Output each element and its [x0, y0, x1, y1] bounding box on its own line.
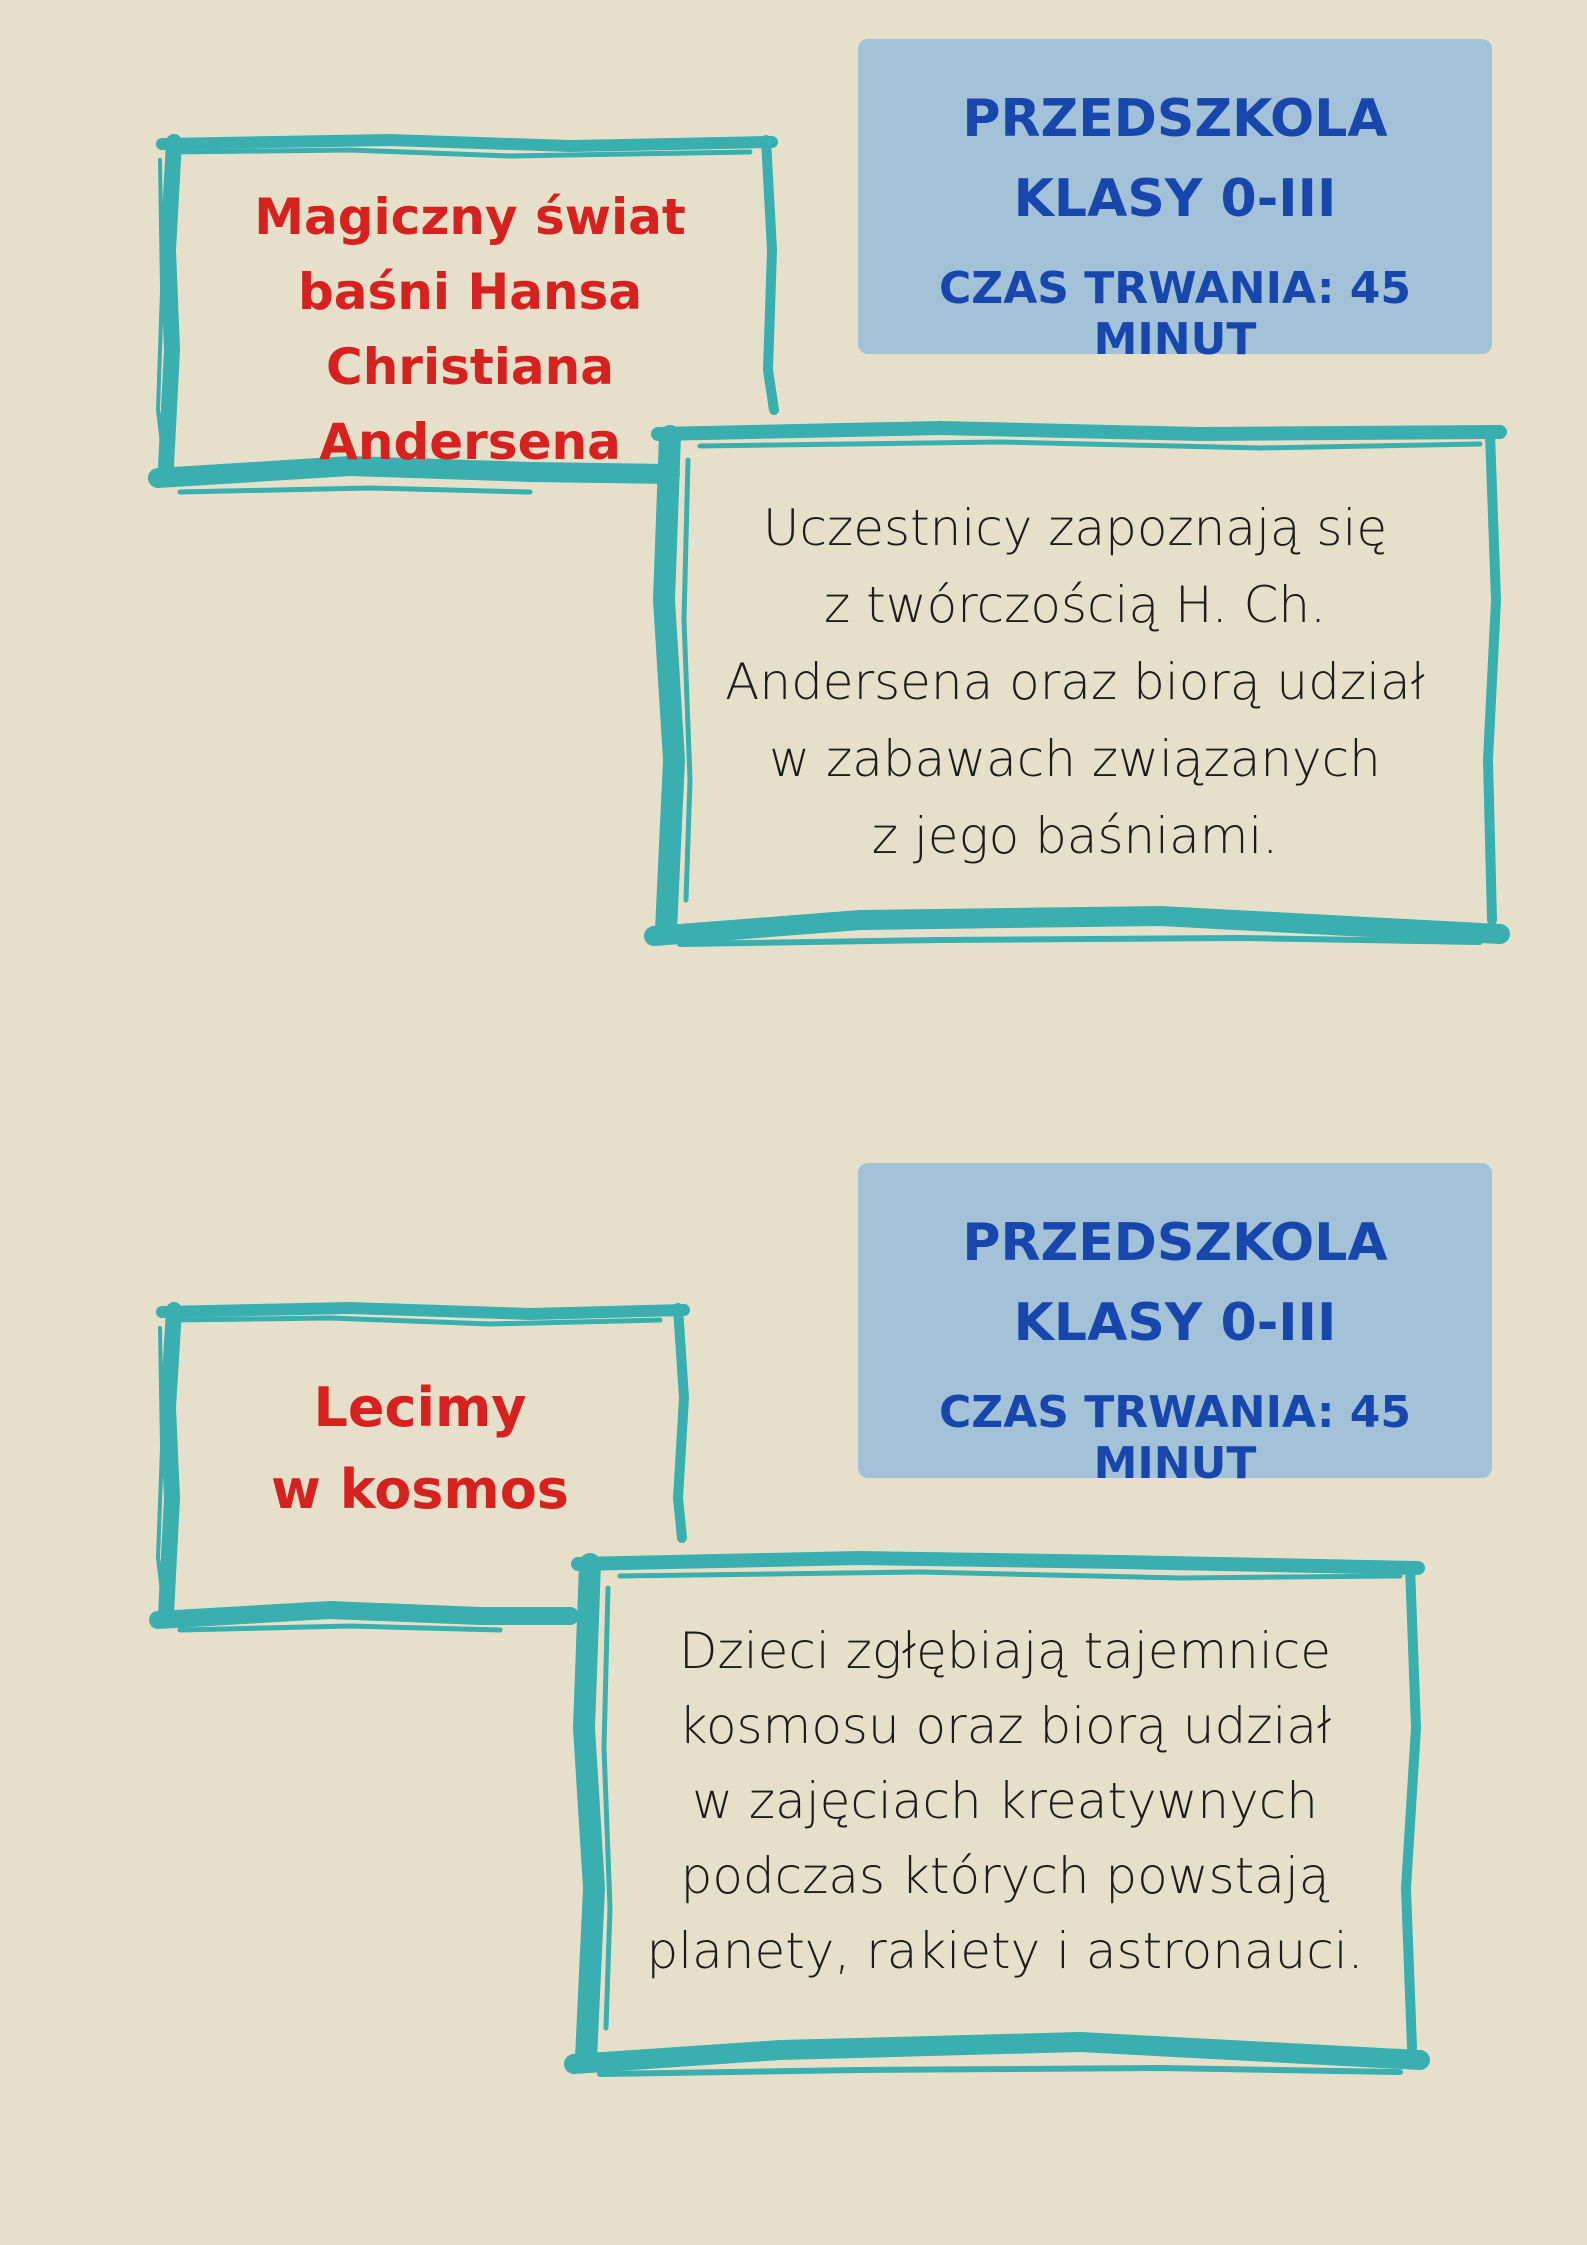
- title-line: Andersena: [319, 413, 621, 471]
- audience-label: PRZEDSZKOLA: [962, 1213, 1388, 1273]
- description-line: z twórczością H. Ch.: [824, 576, 1326, 634]
- workshop-description: [625, 1614, 1385, 1989]
- workshop-title: [190, 1367, 650, 1531]
- description-line: Uczestnicy zapoznają się: [762, 499, 1388, 557]
- title-line: Lecimy: [313, 1376, 527, 1439]
- description-line: w zajęciach kreatywnych: [692, 1772, 1318, 1830]
- duration-label: CZAS TRWANIA: 45 MINUT: [939, 1387, 1411, 1489]
- description-line: w zabawach związanych: [769, 730, 1381, 788]
- workshop-title: [210, 180, 730, 480]
- description-line: Andersena oraz biorą udział: [725, 653, 1425, 711]
- description-line: kosmosu oraz biorą udział: [678, 1697, 1332, 1755]
- audience-label: PRZEDSZKOLA: [962, 89, 1388, 149]
- description-line: z jego baśniami.: [871, 807, 1279, 865]
- grade-label: KLASY 0-III: [1013, 169, 1337, 229]
- workshop-description: [700, 490, 1450, 875]
- description-line: planety, rakiety i astronauci.: [646, 1922, 1364, 1980]
- title-line: w kosmos: [271, 1458, 569, 1521]
- description-line: podczas których powstają: [680, 1847, 1330, 1905]
- audience-box: [858, 1163, 1492, 1489]
- audience-box: [858, 39, 1492, 365]
- title-line: Christiana: [326, 338, 614, 396]
- grade-label: KLASY 0-III: [1013, 1293, 1337, 1353]
- title-line: baśni Hansa: [297, 263, 643, 321]
- duration-label: CZAS TRWANIA: 45 MINUT: [939, 263, 1411, 365]
- description-line: Dzieci zgłębiają tajemnice: [678, 1622, 1332, 1680]
- title-line: Magiczny świat: [254, 188, 686, 246]
